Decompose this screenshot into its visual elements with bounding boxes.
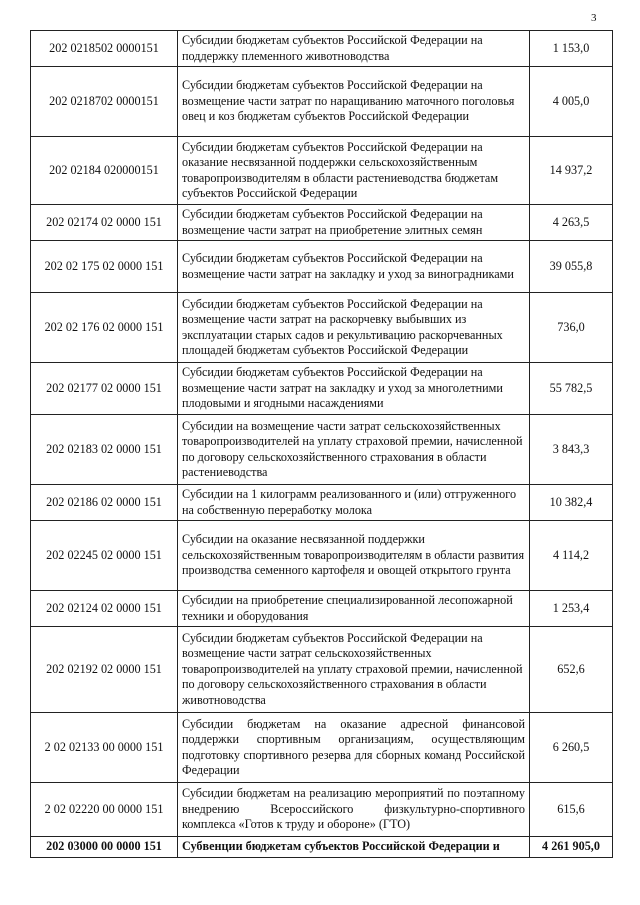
amount: 55 782,5 <box>530 363 613 415</box>
revenue-description: Субсидии на приобретение специализированной лесопожарной техники и оборудования <box>178 591 530 627</box>
amount: 1 253,4 <box>530 591 613 627</box>
revenue-description: Субсидии бюджетам субъектов Российской Федерации на возмещение части затрат на раскорчевку выбывших из эксплуатации старых садов и рекультивацию раскорчеванных площадей бюджетам субъектов Российской Федерации <box>178 293 530 363</box>
table-row <box>31 591 613 627</box>
revenue-description: Субсидии бюджетам субъектов Российской Федерации на возмещение части затрат сельскохозяйственных товаропроизводителей на уплату страховой премии, начисленной по договору сельскохозяйственного страхования в области животноводства <box>178 627 530 713</box>
table-row <box>31 627 613 713</box>
amount: 615,6 <box>530 783 613 837</box>
budget-code: 202 02174 02 0000 151 <box>31 205 178 241</box>
table-row <box>31 205 613 241</box>
amount: 652,6 <box>530 627 613 713</box>
budget-code: 202 0218502 0000151 <box>31 31 178 67</box>
table-row <box>31 293 613 363</box>
budget-code: 202 02245 02 0000 151 <box>31 521 178 591</box>
table-row-total <box>31 837 613 858</box>
amount: 4 263,5 <box>530 205 613 241</box>
budget-code: 202 02177 02 0000 151 <box>31 363 178 415</box>
amount: 14 937,2 <box>530 137 613 205</box>
budget-code: 202 02192 02 0000 151 <box>31 627 178 713</box>
table-row <box>31 31 613 67</box>
amount: 4 005,0 <box>530 67 613 137</box>
revenue-description: Субсидии бюджетам на реализацию мероприятий по поэтапному внедрению Всероссийского физкультурно-спортивного комплекса «Готов к труду и обороне» (ГТО) <box>178 783 530 837</box>
amount: 3 843,3 <box>530 415 613 485</box>
revenue-description: Субсидии бюджетам субъектов Российской Федерации на возмещение части затрат на приобретение элитных семян <box>178 205 530 241</box>
budget-code: 202 02183 02 0000 151 <box>31 415 178 485</box>
page-number: 3 <box>591 12 597 24</box>
revenue-description: Субсидии бюджетам на оказание адресной финансовой поддержки спортивным организациям, осуществляющим подготовку спортивного резерва для сборных команд Российской Федерации <box>178 713 530 783</box>
amount: 4 114,2 <box>530 521 613 591</box>
table-row <box>31 521 613 591</box>
revenue-description: Субсидии бюджетам субъектов Российской Федерации на оказание несвязанной поддержки сельскохозяйственным товаропроизводителям в области растениеводства бюджетам субъектов Российской Федерации <box>178 137 530 205</box>
amount: 6 260,5 <box>530 713 613 783</box>
amount: 736,0 <box>530 293 613 363</box>
revenue-description: Субвенции бюджетам субъектов Российской Федерации и <box>178 837 530 858</box>
budget-revenue-table <box>30 30 613 858</box>
table-row <box>31 67 613 137</box>
revenue-description: Субсидии на возмещение части затрат сельскохозяйственных товаропроизводителей на уплату страховой премии, начисленной по договору сельскохозяйственного страхования в области растениеводства <box>178 415 530 485</box>
amount: 39 055,8 <box>530 241 613 293</box>
budget-code: 202 02184 020000151 <box>31 137 178 205</box>
revenue-description: Субсидии на 1 килограмм реализованного и (или) отгруженного на собственную переработку молока <box>178 485 530 521</box>
table-row <box>31 783 613 837</box>
revenue-description: Субсидии бюджетам субъектов Российской Федерации на поддержку племенного животноводства <box>178 31 530 67</box>
table-row <box>31 241 613 293</box>
amount: 4 261 905,0 <box>530 837 613 858</box>
table-row <box>31 485 613 521</box>
budget-code: 2 02 02133 00 0000 151 <box>31 713 178 783</box>
amount: 1 153,0 <box>530 31 613 67</box>
budget-code: 2 02 02220 00 0000 151 <box>31 783 178 837</box>
budget-code: 202 02124 02 0000 151 <box>31 591 178 627</box>
revenue-description: Субсидии бюджетам субъектов Российской Федерации на возмещение части затрат на закладку и уход за многолетними плодовыми и ягодными насаждениями <box>178 363 530 415</box>
table-row <box>31 363 613 415</box>
revenue-description: Субсидии на оказание несвязанной поддержки сельскохозяйственным товаропроизводителям в области развития производства семенного картофеля и овощей открытого грунта <box>178 521 530 591</box>
budget-code: 202 02186 02 0000 151 <box>31 485 178 521</box>
revenue-description: Субсидии бюджетам субъектов Российской Федерации на возмещение части затрат на закладку и уход за виноградниками <box>178 241 530 293</box>
table-row <box>31 713 613 783</box>
table-row <box>31 137 613 205</box>
revenue-description: Субсидии бюджетам субъектов Российской Федерации на возмещение части затрат по наращиванию маточного поголовья овец и коз бюджетам субъектов Российской Федерации <box>178 67 530 137</box>
budget-code: 202 02 175 02 0000 151 <box>31 241 178 293</box>
budget-code: 202 02 176 02 0000 151 <box>31 293 178 363</box>
table-row <box>31 415 613 485</box>
budget-code: 202 03000 00 0000 151 <box>31 837 178 858</box>
budget-code: 202 0218702 0000151 <box>31 67 178 137</box>
amount: 10 382,4 <box>530 485 613 521</box>
